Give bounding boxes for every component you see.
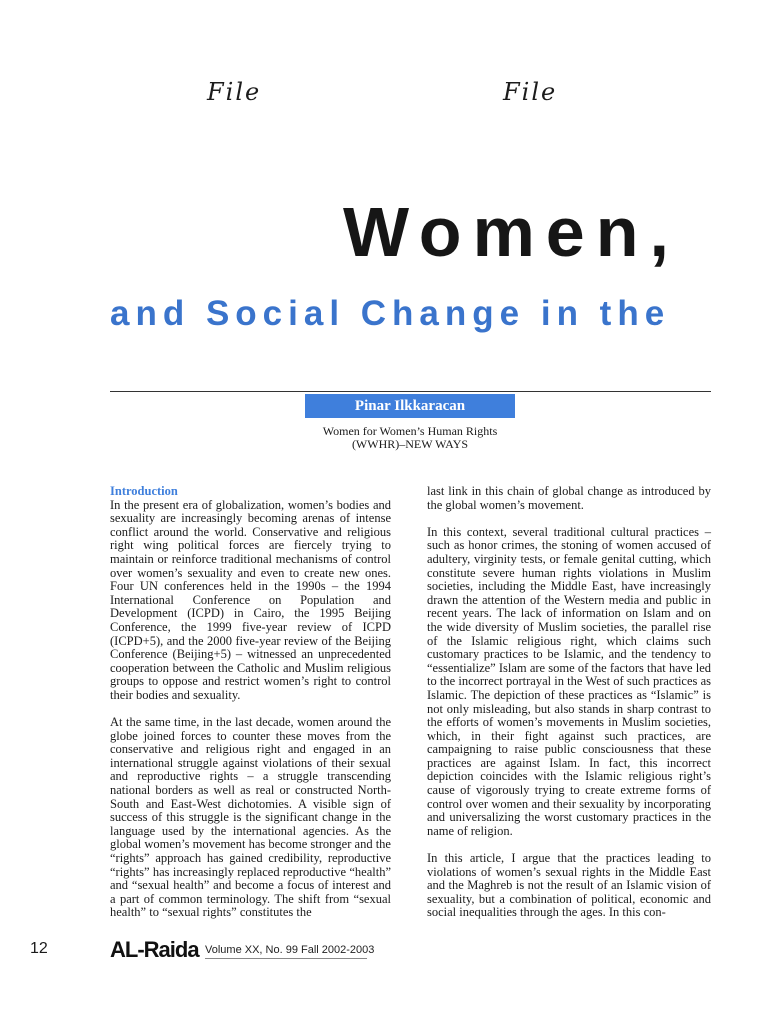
paragraph: In the present era of globalization, women’s bodies and sexuality are increasingly becoming arenas of intense conflict around the world. Conservative and religious right wing political forces are fiercely trying to maintain or reinforce traditional mechanisms of control over women’s sexuality and even to create new ones. Four UN conferences held in the 1990s – the 1994 International Conference on Population and Development (ICPD) in Cairo, the 1995 Beijing Conference, the 1999 five-year review of ICPD (ICPD+5), and the 2000 five-year review of the Beijing Conference (Beijing+5) – witnessed an unprecedented cooperation between the Catholic and Muslim religious groups to oppose and restrict women’s right to control their bodies and sexuality.: [110, 497, 391, 702]
author-name-badge: Pinar Ilkkaracan: [305, 394, 515, 418]
paragraph: In this article, I argue that the practices leading to violations of women’s sexual rights in the Middle East and the Maghreb is not the result of an Islamic vision of sexuality, but a combination of political, economic and social inequalities through the ages. In this con-: [427, 851, 711, 920]
article-column-right: [427, 485, 711, 934]
al-raida-logo: AL-Raida: [110, 937, 199, 962]
author-affiliation-org: (WWHR)–NEW WAYS: [351, 437, 469, 451]
section-heading-introduction: Introduction: [110, 484, 178, 498]
file-label-right: File: [503, 78, 558, 106]
file-label-left: File: [207, 78, 262, 106]
volume-info: Volume XX, No. 99 Fall 2002-2003: [205, 944, 375, 956]
paragraph: In this context, several traditional cultural practices – such as honor crimes, the stoning of women accused of adultery, virginity tests, or female genital cutting, which constitute severe human rights violations in Muslim societies, including the Middle East, have increasingly drawn the attention of the Western media and public in recent years. The lack of information on Islam and on the wide diversity of Muslim societies, the parallel rise of the Islamic religious right, which claims such customary practices to be Islamic, and the tendency to “essentialize” Islam are some of the factors that have led to the incorrect portrayal in the West of such practices as Islamic. The depiction of these practices as “Islamic” is not only misleading, but also stands in sharp contrast to the efforts of women’s movements in Muslim societies, which, in their fight against such practices, are campaigning to raise public consciousness that these practices are against Islam. In fact, this incorrect depiction coincides with the Islamic religious right’s cause of vigorously trying to create extreme forms of control over women and their sexuality by incorporating and universalizing the worst customary practices in the name of religion.: [427, 524, 711, 838]
title-divider: [110, 391, 711, 392]
paragraph: At the same time, in the last decade, women around the globe joined forces to counter these moves from the conservative and religious right and engaged in an international struggle against violations of their sexual and reproductive rights – a struggle transcending national borders as well as real or constructed North-South and East-West dichotomies. A visible sign of success of this struggle is the significant change in the language used by the international agencies. As the global women’s movement has become stronger and the “rights” approach has gained credibility, reproductive “rights” has increasingly replaced reproductive “health” and “sexual health” and become a focus of interest and a part of common terminology. The shift from “sexual health” to “sexual rights” constitutes the: [110, 715, 391, 920]
footer-underline: [205, 958, 367, 959]
paragraph: last link in this chain of global change as introduced by the global women’s movement.: [427, 484, 711, 512]
article-subtitle: and Social Change in the: [110, 294, 671, 333]
article-column-left: [110, 485, 391, 934]
page-number: 12: [30, 940, 48, 957]
article-title: Women,: [343, 193, 680, 271]
author-affiliation: Women for Women’s Human Rights: [322, 424, 498, 438]
